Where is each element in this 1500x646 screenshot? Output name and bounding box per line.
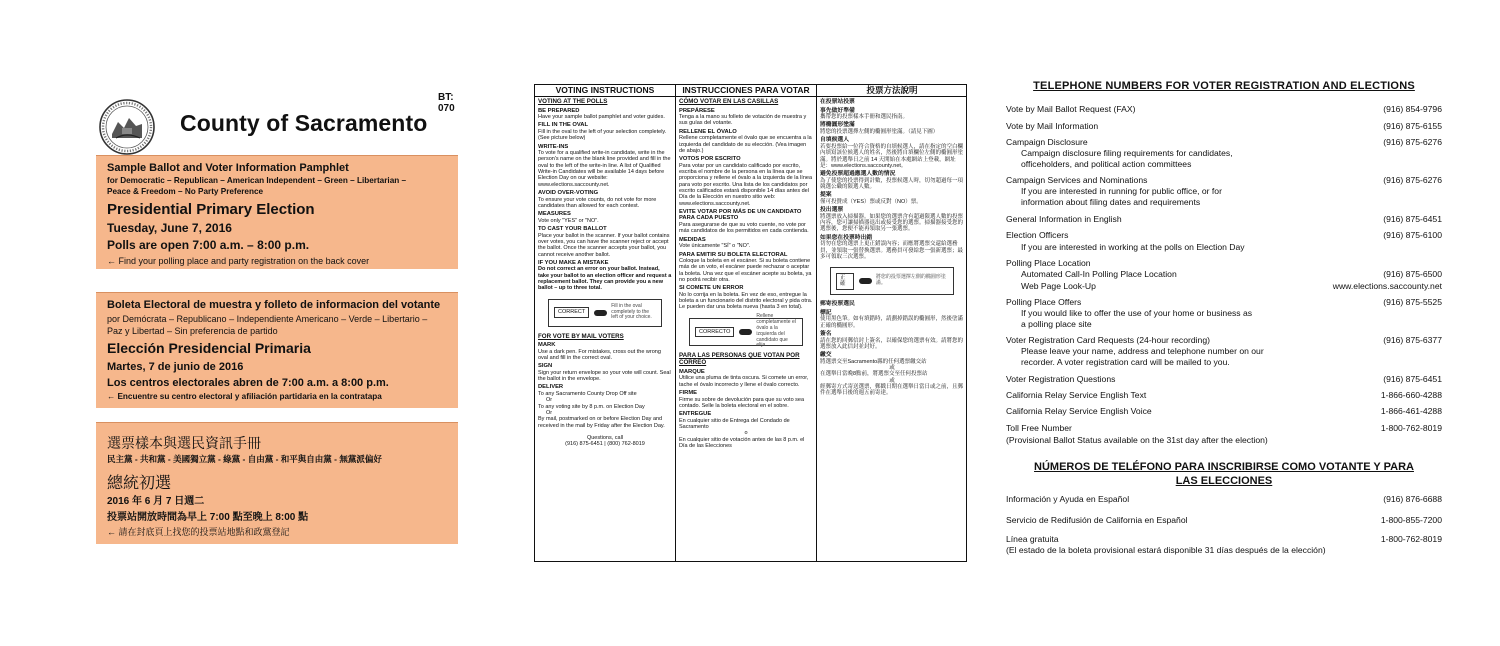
english-info-box: [96, 155, 458, 269]
instructions-chinese-column: [817, 85, 967, 562]
subheading: 事先做好準備: [820, 107, 855, 114]
phone-row-detail: Web Page Look-Up: [1021, 281, 1096, 291]
phone-row-label: Información y Ayuda en Español: [1006, 494, 1130, 504]
spanish-parties-line1: por Demócrata – Republicano – Independiente Americano – Verde – Libertario –: [107, 314, 428, 324]
instruction-text: 請在您的回郵信封上簽名，以確保您的選票有效。請將您的選票放入此信封並封好。: [820, 337, 964, 350]
instructions-english-column: [535, 85, 676, 562]
instruction-text: Or: [546, 397, 553, 404]
phone-row-detail: If you would like to offer the use of your home or business as: [1021, 308, 1253, 318]
instruction-text: Coloque la boleta en el escáner. Si su boleta contiene más de un voto, el escáner puede rechazar o aceptar la boleta. Una vez que el escáner acepte su boleta, ya no podrá recibir otra.: [679, 258, 812, 283]
instruction-text: Tenga a la mano su folleto de votación de muestra y sus guías del votante.: [679, 114, 807, 127]
subheading: 簽名: [820, 330, 832, 337]
english-election-name: Presidential Primary Election: [107, 201, 315, 218]
phone-row-number: (916) 875-6451: [1383, 214, 1442, 224]
subheading: 繳交: [820, 352, 832, 359]
instruction-text: Use a dark pen. For mistakes, cross out the wrong oval and fill in the correct oval.: [538, 348, 661, 361]
subheading: 如果您在投票時出錯: [820, 234, 873, 241]
correct-text: Rellene completamente el óvalo a la izquierda del candidato que elija.: [756, 313, 796, 349]
instructions-spanish-header: INSTRUCCIONES PARA VOTAR: [676, 85, 816, 97]
english-election-date: Tuesday, June 7, 2016: [107, 221, 232, 235]
subheading: IF YOU MAKE A MISTAKE: [538, 259, 609, 266]
chinese-find-polling-place: ← 請在封底頁上找您的投票站地點和政黨登記: [107, 527, 290, 537]
instruction-text: 或: [889, 365, 895, 372]
subheading: WRITE-INS: [538, 143, 569, 150]
instruction-text: Fill in the oval to the left of your selection completely. (See picture below): [538, 128, 667, 142]
correct-example: [689, 313, 803, 349]
chinese-election-date: 2016 年 6 月 7 日週二: [107, 496, 205, 507]
instruction-text: Have your sample ballot pamphlet and voter guides.: [538, 114, 665, 121]
subheading: MARQUE: [679, 368, 705, 375]
instruction-text: Place your ballot in the scanner. If your ballot contains over votes, you can have the scanner reject or accept the ballot. Once the scanner accepts your ballot, you cannot receive another ballot.: [538, 232, 670, 258]
correct-label: 正確: [836, 273, 854, 290]
english-parties-line2: Peace & Freedom – No Party Preference: [107, 187, 264, 196]
correct-text: Fill in the oval completely to the left of your choice.: [611, 302, 652, 321]
subheading: 提案: [820, 192, 832, 199]
correct-label: CORRECTO: [695, 327, 734, 337]
subheading: 避免投票超過應選人數的情況: [820, 171, 896, 178]
ballot-type-code: BT: 070: [438, 92, 455, 114]
filled-oval-icon: [859, 278, 872, 284]
subheading: 自填候選人: [820, 137, 849, 144]
chinese-election-name: 總統初選: [107, 475, 172, 492]
phone-row-number: (916) 875-6155: [1383, 121, 1442, 131]
spanish-polls-hours: Los centros electorales abren de 7:00 a.m. a 8:00 p.m.: [107, 377, 389, 389]
phone-row-detail: information about filing dates and requirements: [1021, 197, 1201, 207]
english-find-polling-place: ← Find your polling place and party registration on the back cover: [107, 256, 370, 266]
subheading: PARA EMITIR SU BOLETA ELECTORAL: [679, 251, 788, 258]
instructions-english-header: VOTING INSTRUCTIONS: [535, 85, 675, 97]
subheading: VOTOS POR ESCRITO: [679, 156, 741, 163]
section-heading: FOR VOTE BY MAIL VOTERS: [538, 332, 624, 340]
phone-row-number: (916) 875-5525: [1383, 297, 1442, 307]
phone-row-number: (916) 875-6276: [1383, 137, 1442, 147]
instruction-text: 經郵寄方式寄送選票，郵戳日期在選舉日當日或之前，且郵件在選舉日後的週五前寄達。: [820, 383, 964, 397]
instruction-text: En cualquier sitio de votación antes de las 8 p.m. el Día de las Elecciones: [679, 436, 805, 449]
chinese-pamphlet-title: 選票樣本與選民資訊手冊: [107, 435, 261, 451]
instruction-text: To any voting site by 8 p.m. on Election Day: [538, 403, 645, 410]
instruction-text: Vote only "YES" or "NO".: [538, 217, 599, 224]
phone-row-detail: recorder. A voter registration card will be mailed to you.: [1021, 357, 1230, 367]
instruction-text: By mail, postmarked on or before Election Day and received in the mail by Friday after the Election Day.: [538, 416, 665, 429]
phone-row-label: Línea gratuita: [1006, 534, 1059, 544]
phone-row-number: 1-800-855-7200: [1380, 515, 1442, 525]
instruction-text: 在選舉日當晚8點前，將選票交至任何投票站: [820, 371, 928, 378]
phone-row-detail: Please leave your name, address and telephone number on our: [1021, 346, 1264, 356]
instruction-text: 將選票放入掃描器。如果您的選票含有超過限選人數的投票內容，您可讓掃描器退出或接受您的選票。掃描器接受您的選票後，您便不能再領取另一張選票。: [820, 213, 964, 233]
phone-row-label: Toll Free Number: [1006, 423, 1072, 433]
phone-row-label: Election Officers: [1006, 230, 1069, 240]
instruction-text: 若要投票給一位符合資格的自填候選人，請在指定的空白欄內填寫該位候選人的姓名，然後將自填欄位左側的橢圓形塗滿。將於選舉日之前 14 天開始在本處網站上登載，網址是：www.elections.saccounty.net。: [820, 143, 964, 169]
section-heading: CÓMO VOTAR EN LAS CASILLAS: [679, 98, 779, 105]
county-title: County of Sacramento: [180, 110, 428, 136]
county-seal-icon: [98, 98, 156, 156]
english-polls-hours: Polls are open 7:00 a.m. – 8:00 p.m.: [107, 238, 310, 252]
chinese-polls-hours: 投票站開放時間為早上 7:00 點至晚上 8:00 點: [107, 512, 309, 523]
subheading: MEASURES: [538, 211, 571, 218]
subheading: MEDIDAS: [679, 236, 706, 243]
correct-example: [830, 267, 954, 295]
section-heading: PARA LAS PERSONAS QUE VOTAN POR CORREO: [679, 351, 800, 367]
instruction-text: Utilice una pluma de tinta oscura. Si comete un error, tache el óvalo incorrecto y llene el óvalo correcto.: [679, 375, 809, 388]
subheading: 將橢圓形塗滿: [820, 122, 855, 129]
instructions-chinese-header: 投票方法說明: [817, 85, 967, 97]
phone-row-label: Servicio de Redifusión de California en Español: [1006, 515, 1188, 525]
spanish-parties-line2: Paz y Libertad – Sin preferencia de partido: [107, 326, 278, 336]
instruction-text: To any Sacramento County Drop Off site: [538, 391, 637, 398]
subheading: AVOID OVER-VOTING: [538, 189, 599, 196]
phone-row-detail: officeholders, and political action committees: [1021, 159, 1192, 169]
phone-row-label: Voter Registration Card Requests (24-hour recording): [1006, 335, 1210, 345]
correct-example: [548, 299, 662, 327]
filled-oval-icon: [594, 310, 607, 316]
subheading: PREPÁRESE: [679, 107, 715, 114]
section-heading: 郵寄投票選民: [820, 301, 855, 308]
phone-row-number: (916) 875-6500: [1383, 269, 1442, 279]
subheading: 投出選票: [820, 207, 844, 214]
instruction-text: 切勿在您的選票上更正錯誤內容；而應將選票交還給選務員，並領取一張替換選票。選務員可發給您一張新選票；最多可領取三次選票。: [820, 241, 964, 260]
instruction-text: 將選票交至Sacramento縣的任何選票繳交站: [820, 358, 927, 365]
spanish-phone-title-line1: NÚMEROS DE TELÉFONO PARA INSCRIBIRSE COMO VOTANTE Y PARA: [1034, 461, 1414, 473]
phone-row-detail: a polling place site: [1021, 319, 1092, 329]
phone-row-detail: If you are interested in running for public office, or for: [1021, 186, 1222, 196]
english-parties-line1: for Democratic – Republican – American Independent – Green – Libertarian –: [107, 176, 407, 185]
filled-oval-icon: [739, 329, 752, 335]
instruction-text: o: [744, 430, 748, 437]
section-heading: VOTING AT THE POLLS: [538, 98, 608, 105]
instruction-text: Para asegurarse de que su voto cuente, no vote por más candidatos de los permitidos en cada contienda.: [679, 222, 809, 235]
phone-numbers-title: TELEPHONE NUMBERS FOR VOTER REGISTRATION AND ELECTIONS: [1033, 80, 1415, 92]
phone-row-number: (916) 875-6451: [1383, 374, 1442, 384]
instruction-text: Rellene completamente el óvalo que se encuentra a la izquierda del candidato de su elección. (Vea imagen de abajo.): [679, 135, 812, 154]
instruction-text: No lo corrija en la boleta. En vez de eso, entregue la boleta a un funcionario del distrito electoral y pida otra. Le pueden dar una boleta nueva (hasta 3 en total).: [679, 291, 813, 311]
phone-row-label: Vote by Mail Information: [1006, 121, 1099, 131]
spanish-find-polling-place: ← Encuentre su centro electoral y afiliación partidaria en la contratapa: [107, 392, 382, 401]
instruction-text: 僅可投贊成（YES）票或反對（NO）票。: [820, 198, 922, 205]
instruction-text: Sign your return envelope so your vote will count. Seal the ballot in the envelope.: [538, 369, 671, 383]
instruction-text: 或: [889, 377, 895, 384]
questions-label: Questions, call: [586, 434, 624, 441]
instruction-text: Vote únicamente "SÍ" o "NO".: [679, 243, 751, 250]
phone-row-label: Polling Place Offers: [1006, 297, 1082, 307]
instruction-text: 使用黑色筆。如有填錯時，請劃掉錯誤的橢圓形，然後塗滿正確的橢圓形。: [820, 316, 964, 329]
phone-row-label: California Relay Service English Text: [1006, 390, 1147, 400]
phone-row-number: (916) 875-6100: [1383, 230, 1442, 240]
phone-row-label: California Relay Service English Voice: [1006, 406, 1152, 416]
phone-row-label: General Information in English: [1006, 214, 1122, 224]
instruction-text: Firme su sobre de devolución para que su voto sea contado. Selle la boleta electoral en el sobre.: [679, 396, 805, 409]
subheading: 標記: [820, 309, 832, 316]
phone-row-number: 1-866-660-4288: [1380, 390, 1442, 400]
subheading: SI COMETE UN ERROR: [679, 285, 744, 292]
phone-row-label: Vote by Mail Ballot Request (FAX): [1006, 104, 1136, 114]
spanish-phone-title-line2: LAS ELECCIONES: [1175, 475, 1273, 487]
phone-row-detail: Campaign disclosure filing requirements for candidates,: [1021, 148, 1233, 158]
subheading: SIGN: [538, 363, 553, 370]
phone-row-number: (916) 875-6377: [1383, 335, 1442, 345]
subheading: FILL IN THE OVAL: [538, 122, 589, 129]
subheading: EVITE VOTAR POR MÁS DE UN CANDIDATO PARA CADA PUESTO: [679, 208, 802, 222]
chinese-info-box: [96, 422, 458, 544]
instruction-text: To ensure your vote counts, do not vote for more candidates than allowed for each contest.: [538, 196, 657, 209]
phone-numbers-panel: [1004, 78, 1444, 568]
phone-row-detail: (El estado de la boleta provisional estará disponible 31 días después de la elección): [1006, 545, 1326, 555]
phone-row-number: (916) 876-6688: [1383, 494, 1442, 504]
instruction-text: 將您的投票選擇左側的橢圓形塗滿。（請見下圖）: [820, 129, 939, 136]
chinese-parties: 民主黨 - 共和黨 - 美國獨立黨 - 綠黨 - 自由黨 - 和平與自由黨 - 無黨派偏好: [107, 454, 382, 464]
questions-phones: (916) 875-6451 | (800) 762-8019: [565, 441, 645, 448]
subheading: MARK: [538, 342, 556, 349]
instruction-text: Do not correct an error on your ballot. Instead, take your ballot to an election officer and request a replacement ballot. They can provide you a new ballot – up to three total.: [538, 266, 672, 292]
voting-instructions-table: [534, 84, 967, 562]
subheading: BE PREPARED: [538, 107, 580, 114]
correct-label: CORRECT: [554, 307, 589, 317]
phone-row-label: Polling Place Location: [1006, 258, 1091, 268]
phone-row-number: (916) 854-9796: [1383, 104, 1442, 114]
phone-row-detail: Automated Call-In Polling Place Location: [1021, 269, 1177, 279]
subheading: TO CAST YOUR BALLOT: [538, 226, 607, 233]
correct-text: 將您的投票選擇左側的橢圓形塗滿。: [875, 274, 946, 287]
instruction-text: To vote for a qualified write-in candidate, write in the person's name on the blank line provided and fill in the oval to the left of the write-in line. A list of Qualified Write-in Candidates will be available 14 days before Election Day on our website: www.elections.saccounty.net.: [538, 150, 671, 188]
phone-row-label: Campaign Disclosure: [1006, 137, 1088, 147]
phone-row-label: Voter Registration Questions: [1006, 374, 1116, 384]
phone-row-detail: If you are interested in working at the polls on Election Day: [1021, 242, 1245, 252]
cover-panel: [96, 92, 458, 544]
subheading: ENTREGUE: [679, 411, 712, 418]
phone-row-number: 1-866-461-4288: [1380, 406, 1442, 416]
subheading: DELIVER: [538, 384, 564, 391]
spanish-election-date: Martes, 7 de junio de 2016: [107, 361, 244, 373]
instructions-spanish-column: [676, 85, 817, 562]
instruction-text: En cualquier sitio de Entrega del Condado de Sacramento: [679, 417, 790, 431]
english-pamphlet-title: Sample Ballot and Voter Information Pamphlet: [107, 162, 349, 174]
phone-row-number: 1-800-762-8019: [1380, 534, 1442, 544]
phone-row-number: (916) 875-6276: [1383, 175, 1442, 185]
spanish-election-name: Elección Presidencial Primaria: [107, 340, 311, 356]
instruction-text: 為了使您的投票得到計數，投票候選人時，切勿超過每一項競選公職的限選人數。: [820, 177, 964, 191]
section-heading: 在投票站投票: [820, 99, 855, 105]
instruction-text: Or: [546, 409, 553, 416]
phone-row-detail: (Provisional Ballot Status available on the 31st day after the election): [1006, 435, 1268, 445]
phone-row-number: 1-800-762-8019: [1380, 423, 1442, 433]
phone-row-label: Campaign Services and Nominations: [1006, 175, 1148, 185]
web-lookup-link[interactable]: www.elections.saccounty.net: [1332, 281, 1442, 291]
spanish-pamphlet-title: Boleta Electoral de muestra y folleto de informacion del votante: [107, 299, 441, 311]
subheading: FIRME: [679, 389, 698, 396]
spanish-info-box: [96, 292, 458, 408]
instruction-text: 攜帶您的投票樣本手冊和選民指南。: [820, 114, 909, 121]
instruction-text: Para votar por un candidato calificado por escrito, escriba el nombre de la persona en la línea que se proporciona y rellene el óvalo a la izquierda de la línea para voto por escrito. Una lista de los candidatos por escrito calificados estará disponible 14 días antes del Día de la Elección en nuestro sitio web: www.elections.saccounty.net.: [679, 162, 813, 207]
subheading: RELLENE EL ÓVALO: [679, 128, 737, 135]
